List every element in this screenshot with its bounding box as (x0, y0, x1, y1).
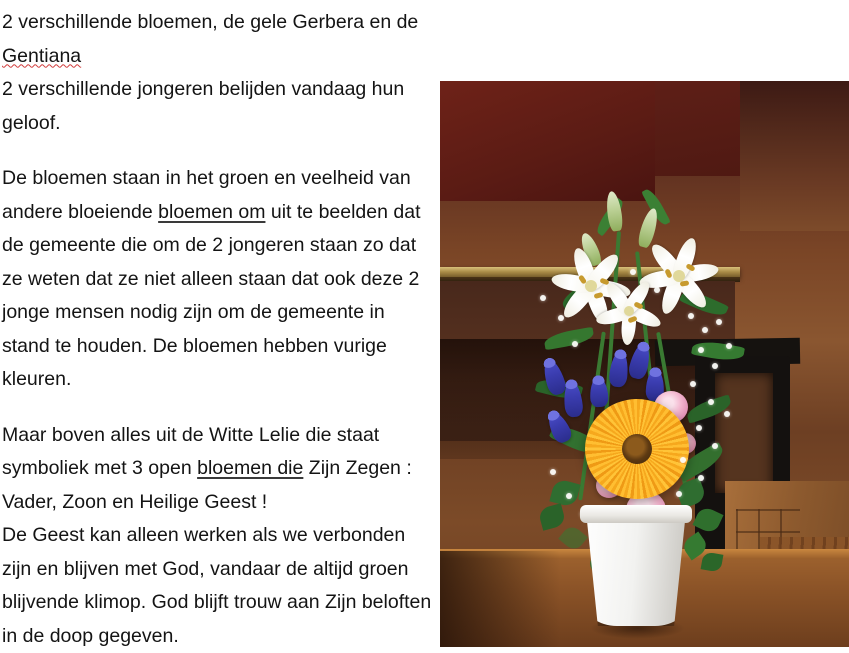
white-flower-pot (583, 513, 689, 626)
grammar-error-bloemen-die[interactable]: bloemen die (197, 457, 304, 479)
paragraph-5: De Geest kan alleen werken als we verbonden zijn en blijven met God, vandaar de altijd groen blijvende klimop. God blijft trouw aan Zijn beloften in de doop gegeven. (2, 524, 432, 647)
text-run: Maar boven alles uit de Witte Lelie die staat symboliek met 3 open (2, 423, 380, 479)
flower-arrangement-photo (440, 81, 849, 647)
table-shadow (440, 551, 560, 647)
paragraph-3 (2, 162, 436, 397)
gerbera-center (622, 434, 652, 464)
church-wall-panel (440, 81, 655, 201)
pillar-inset (715, 373, 773, 493)
text-run: uit te beelden dat de gemeente die om de 2 jongeren staan zo dat ze weten dat ze niet alleen staan dat ook deze 2 jonge mensen nodig zijn om de gemeente in stand te houden. De bloemen hebben vurige kleuren. (2, 200, 421, 390)
paragraph-4 (2, 419, 436, 520)
paragraph-1 (2, 6, 436, 73)
pot-rim (580, 505, 692, 523)
paragraph-2: 2 verschillende jongeren belijden vandaag hun geloof. (2, 78, 405, 134)
text-run: De bloemen staan in het groen en veelheid van andere bloeiende (2, 167, 411, 223)
spelling-error-gentiana[interactable]: Gentiana (2, 44, 82, 67)
text-run: 2 verschillende bloemen, de gele Gerbera en de (2, 11, 419, 33)
church-wall-right (740, 81, 849, 231)
yellow-gerbera (585, 399, 689, 499)
grammar-error-bloemen-om[interactable]: bloemen om (158, 200, 266, 223)
text-run: Zijn Zegen : Vader, Zoon en Heilige Geest ! (2, 457, 412, 513)
photo-background (440, 81, 849, 647)
